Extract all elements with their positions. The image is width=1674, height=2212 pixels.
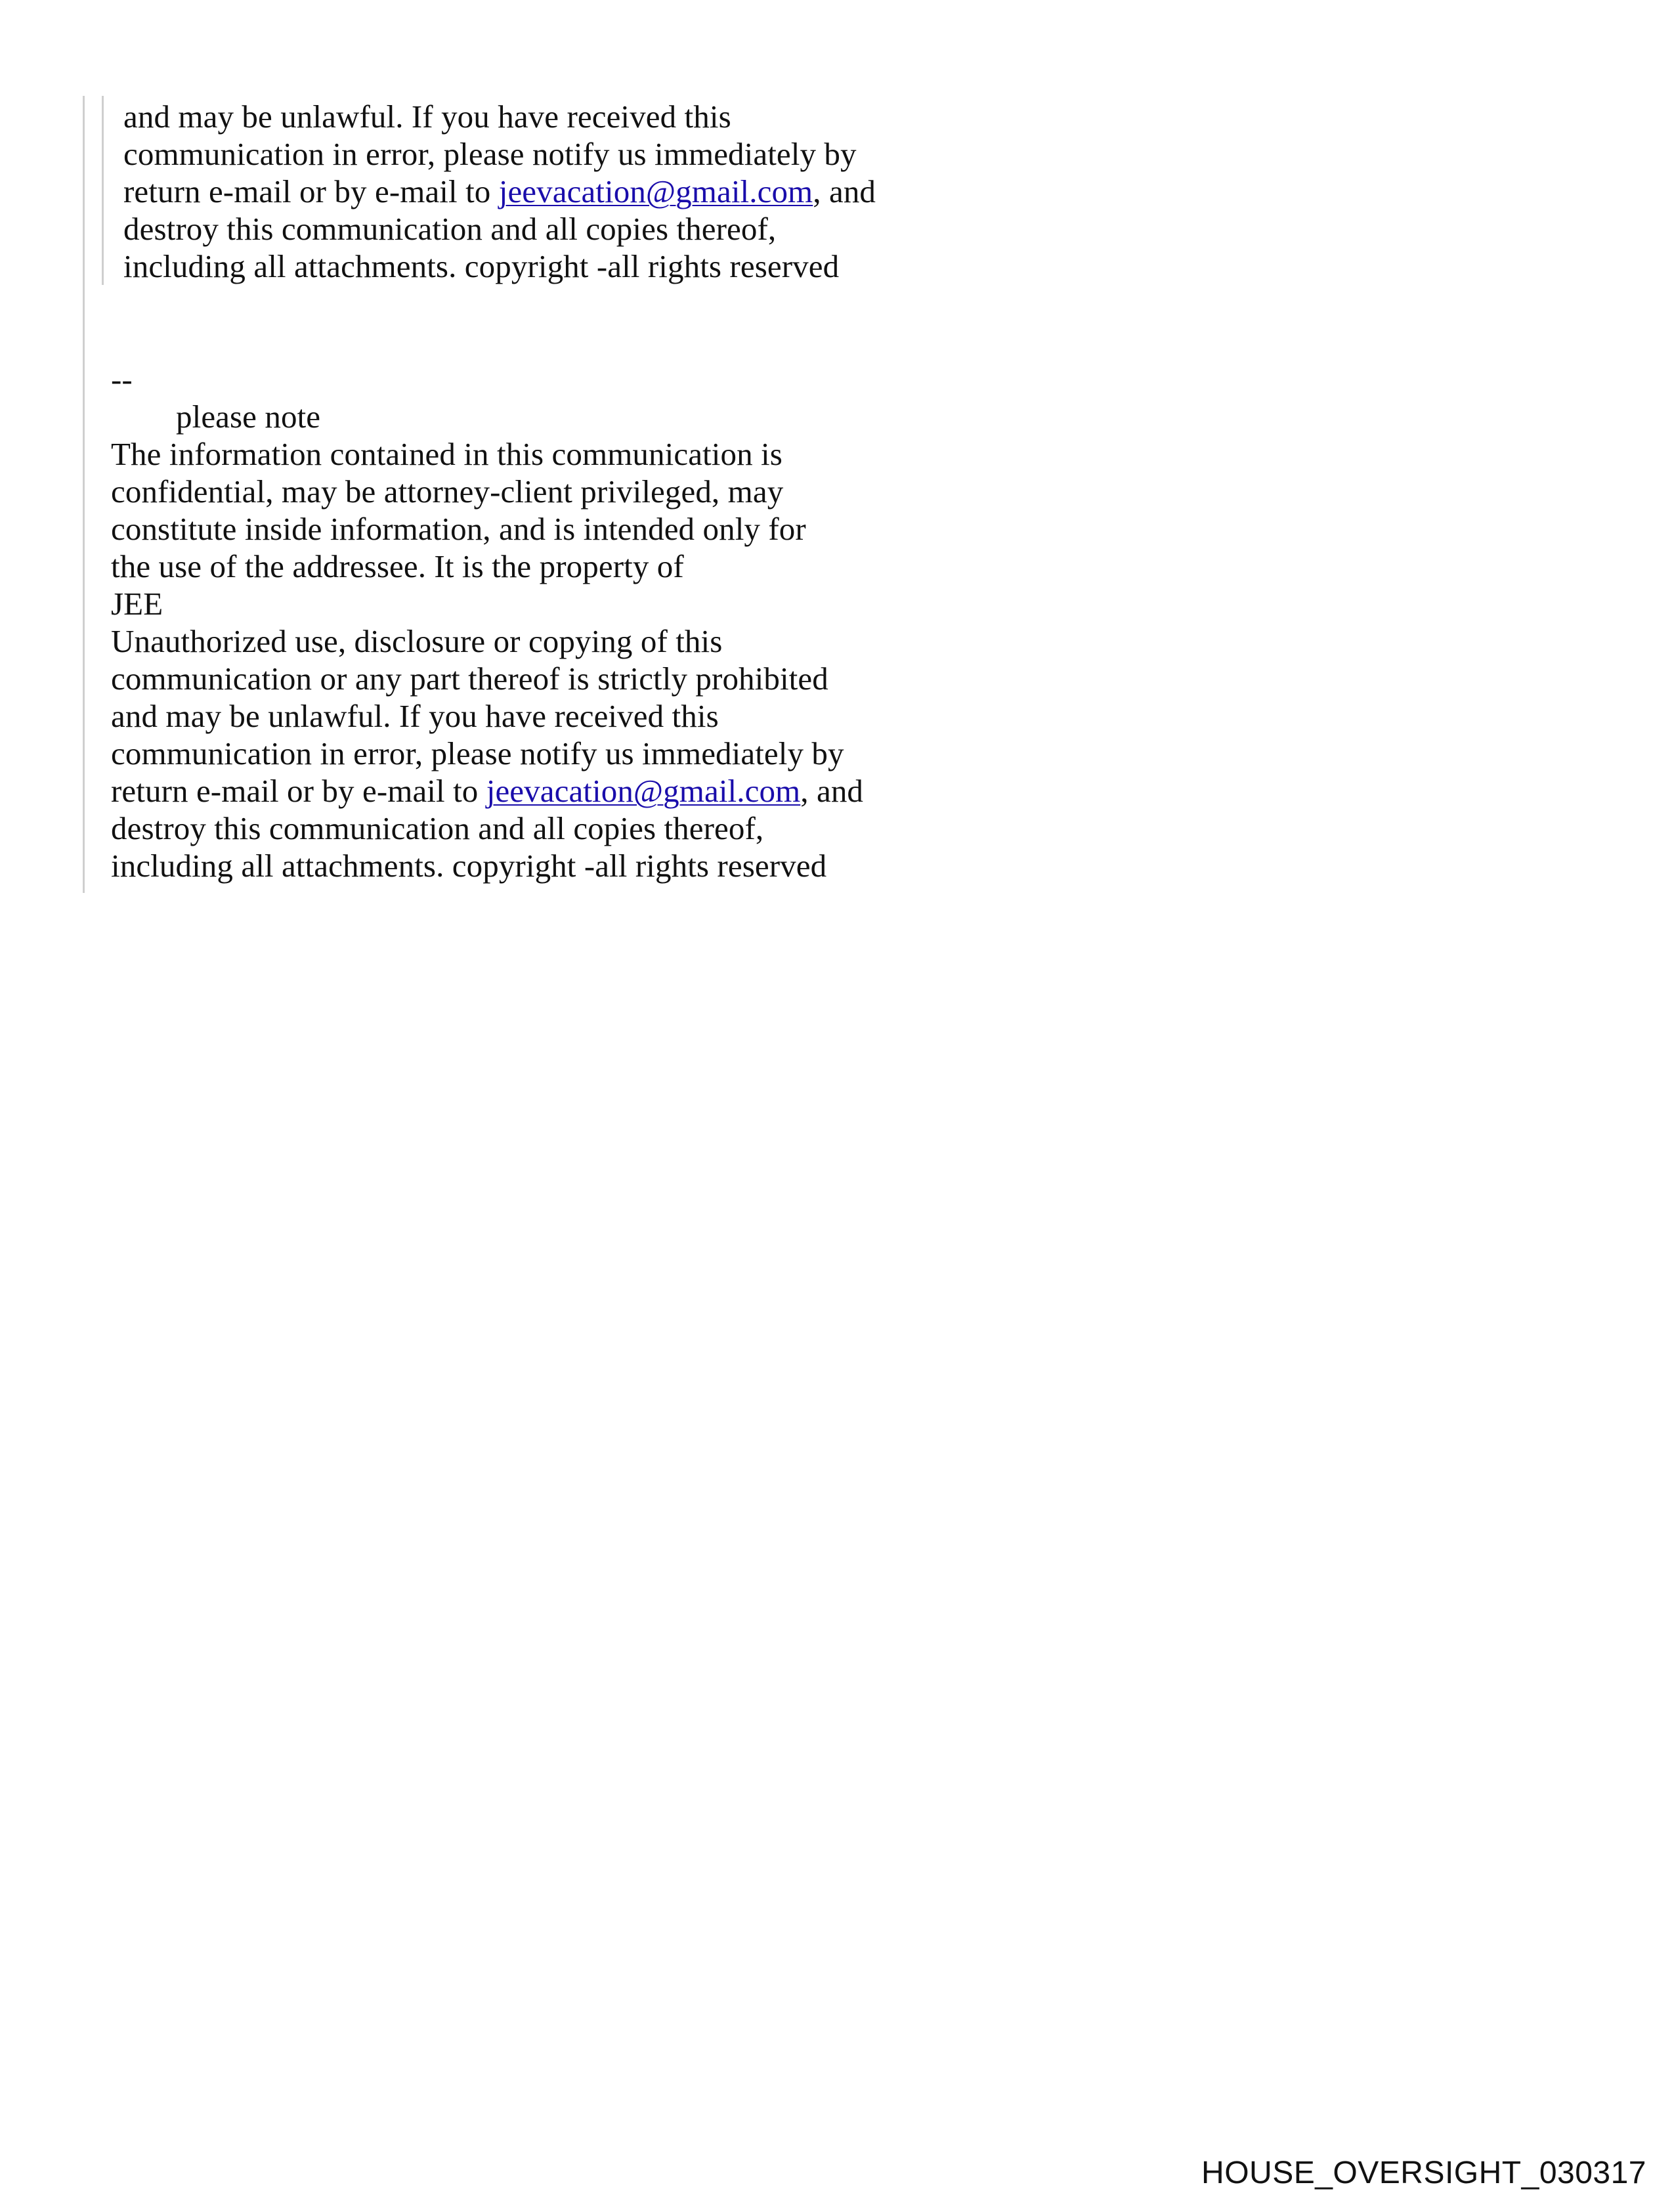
inner-disclaimer-line-4: destroy this communication and all copies thereof, [123, 211, 777, 247]
inner-disclaimer-line-3-tail: , and [813, 173, 876, 209]
disclaimer-line-10-text: return e-mail or by e-mail to [111, 773, 486, 809]
disclaimer-line-3: constitute inside information, and is intended only for [111, 511, 806, 547]
disclaimer-line-12: including all attachments. copyright -all rights reserved [111, 848, 827, 884]
email-link[interactable]: jeevacation@gmail.com [498, 173, 813, 209]
disclaimer-line-4: the use of the addressee. It is the property of [111, 548, 684, 584]
bates-number: HOUSE_OVERSIGHT_030317 [1201, 2156, 1646, 2190]
disclaimer-line-1: The information contained in this communication is [111, 436, 783, 472]
note-heading: please note [176, 399, 321, 435]
inner-disclaimer-line-1: and may be unlawful. If you have received this [123, 98, 731, 135]
inner-disclaimer-line-3-text: return e-mail or by e-mail to [123, 173, 499, 209]
disclaimer-line-2: confidential, may be attorney-client privileged, may [111, 473, 784, 510]
disclaimer-line-7: communication or any part thereof is strictly prohibited [111, 661, 828, 697]
inner-disclaimer-line-2: communication in error, please notify us immediately by [123, 136, 857, 172]
disclaimer-line-5: JEE [111, 586, 163, 622]
disclaimer-line-10 [111, 772, 863, 810]
disclaimer-line-6: Unauthorized use, disclosure or copying of this [111, 623, 723, 659]
inner-disclaimer-line-3 [123, 173, 876, 210]
disclaimer-line-10-tail: , and [800, 773, 864, 809]
disclaimer-line-8: and may be unlawful. If you have received this [111, 698, 719, 734]
disclaimer-line-9: communication in error, please notify us immediately by [111, 735, 844, 771]
inner-disclaimer-line-5: including all attachments. copyright -all rights reserved [123, 248, 840, 284]
signature-separator: -- [111, 361, 133, 397]
email-link[interactable]: jeevacation@gmail.com [486, 773, 801, 809]
disclaimer-line-11: destroy this communication and all copies thereof, [111, 810, 764, 846]
